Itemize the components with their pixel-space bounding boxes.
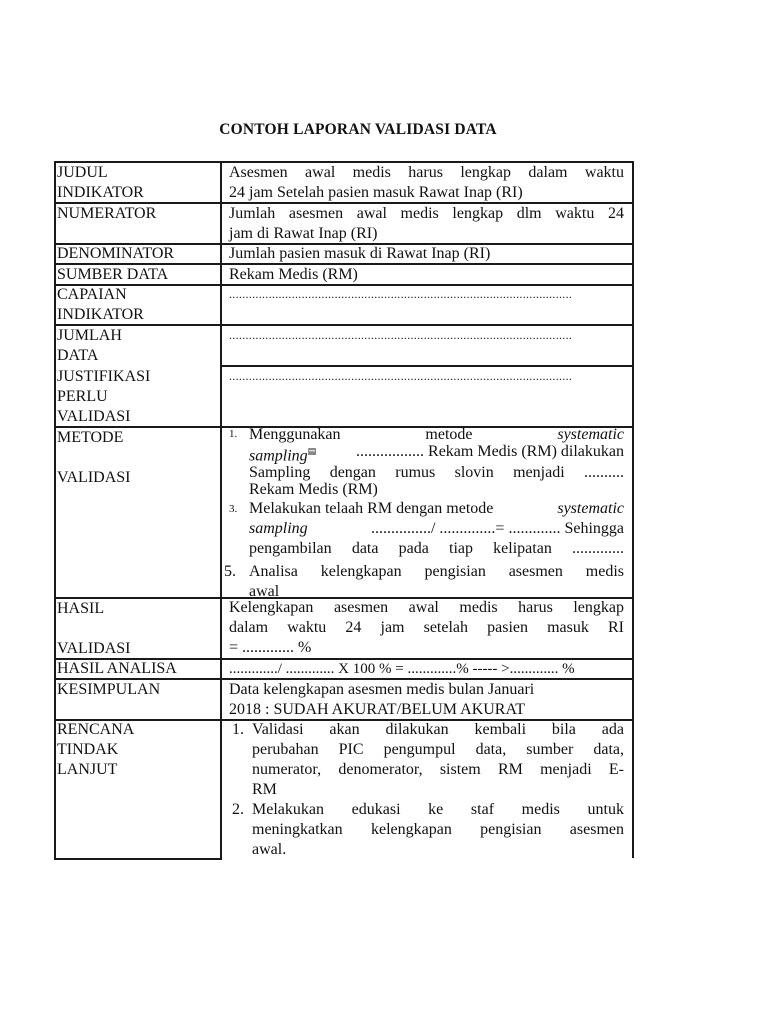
row-numerator-label: NUMERATOR — [57, 205, 157, 222]
document-title: CONTOH LAPORAN VALIDASI DATA — [219, 121, 497, 138]
metode-item-1: 1. Menggunakan metode systematic sampling▤ ................. Rekam Medis (RM) dilakukan Sampling dengan rumus slovin menjadi .......... Rekam Medis (RM) — [229, 426, 624, 499]
row-kesimpulan-value: Data kelengkapan asesmen medis bulan Januari 2018 : SUDAH AKURAT/BELUM AKURAT — [229, 681, 535, 718]
row-capaian-value: ........................................................................................................ — [229, 287, 573, 301]
row-jumlah-value: ........................................................................................................ — [229, 328, 573, 342]
row-hasil-validasi-value: Kelengkapan asesmen awal medis harus lengkap dalam waktu 24 jam setelah pasien masuk RI = ............. % — [229, 599, 624, 656]
row-judul-value: Asesmen awal medis harus lengkap dalam waktu 24 jam Setelah pasien masuk Rawat Inap (RI) — [229, 164, 624, 201]
metode-item-3: 3. Melakukan telaah RM dengan metode systematic sampling .............../ ..............= ............. Sehingga pengambilan data pada tiap kelipatan ............. — [229, 500, 624, 558]
row-rencana-label: RENCANA TINDAK LANJUT — [57, 721, 135, 778]
row-denominator-value: Jumlah pasien masuk di Rawat Inap (RI) — [229, 245, 491, 262]
row-kesimpulan-label: KESIMPULAN — [57, 681, 161, 698]
row-numerator-value: Jumlah asesmen awal medis lengkap dlm waktu 24 jam di Rawat Inap (RI) — [229, 205, 624, 242]
row-justifikasi-value: ........................................................................................................ — [229, 369, 573, 383]
row-capaian-label: CAPAIAN INDIKATOR — [57, 286, 144, 323]
metode-item-5: 5. Analisa kelengkapan pengisian asesmen medis awal — [224, 563, 624, 601]
row-sumber-label: SUMBER DATA — [57, 266, 169, 283]
row-hasil-validasi-label: HASIL VALIDASI — [57, 600, 131, 657]
rencana-item-1: 1. Validasi akan dilakukan kembali bila ada perubahan PIC pengumpul data, sumber data, numerator, denomerator, sistem RM menjadi E- RM — [232, 721, 624, 798]
row-metode-label: METODE VALIDASI — [57, 429, 131, 486]
row-sumber-value: Rekam Medis (RM) — [229, 266, 358, 283]
rencana-item-2: 2. Melakukan edukasi ke staf medis untuk meningkatkan kelengkapan pengisian asesmen awal. — [232, 801, 624, 858]
row-denominator-label: DENOMINATOR — [57, 245, 175, 262]
row-justifikasi-label: JUSTIFIKASI PERLU VALIDASI — [57, 368, 151, 425]
row-hasil-analisa-label: HASIL ANALISA — [57, 660, 177, 677]
row-hasil-analisa-value: ............./ ............. X 100 % = .............% ----- >............. % — [229, 661, 575, 677]
row-judul-label: JUDUL INDIKATOR — [57, 164, 144, 201]
footnote-marker-icon: ▤ — [307, 446, 317, 456]
row-metode-value — [224, 426, 624, 602]
row-jumlah-label: JUMLAH DATA — [57, 327, 122, 364]
row-rencana-value — [232, 720, 624, 860]
